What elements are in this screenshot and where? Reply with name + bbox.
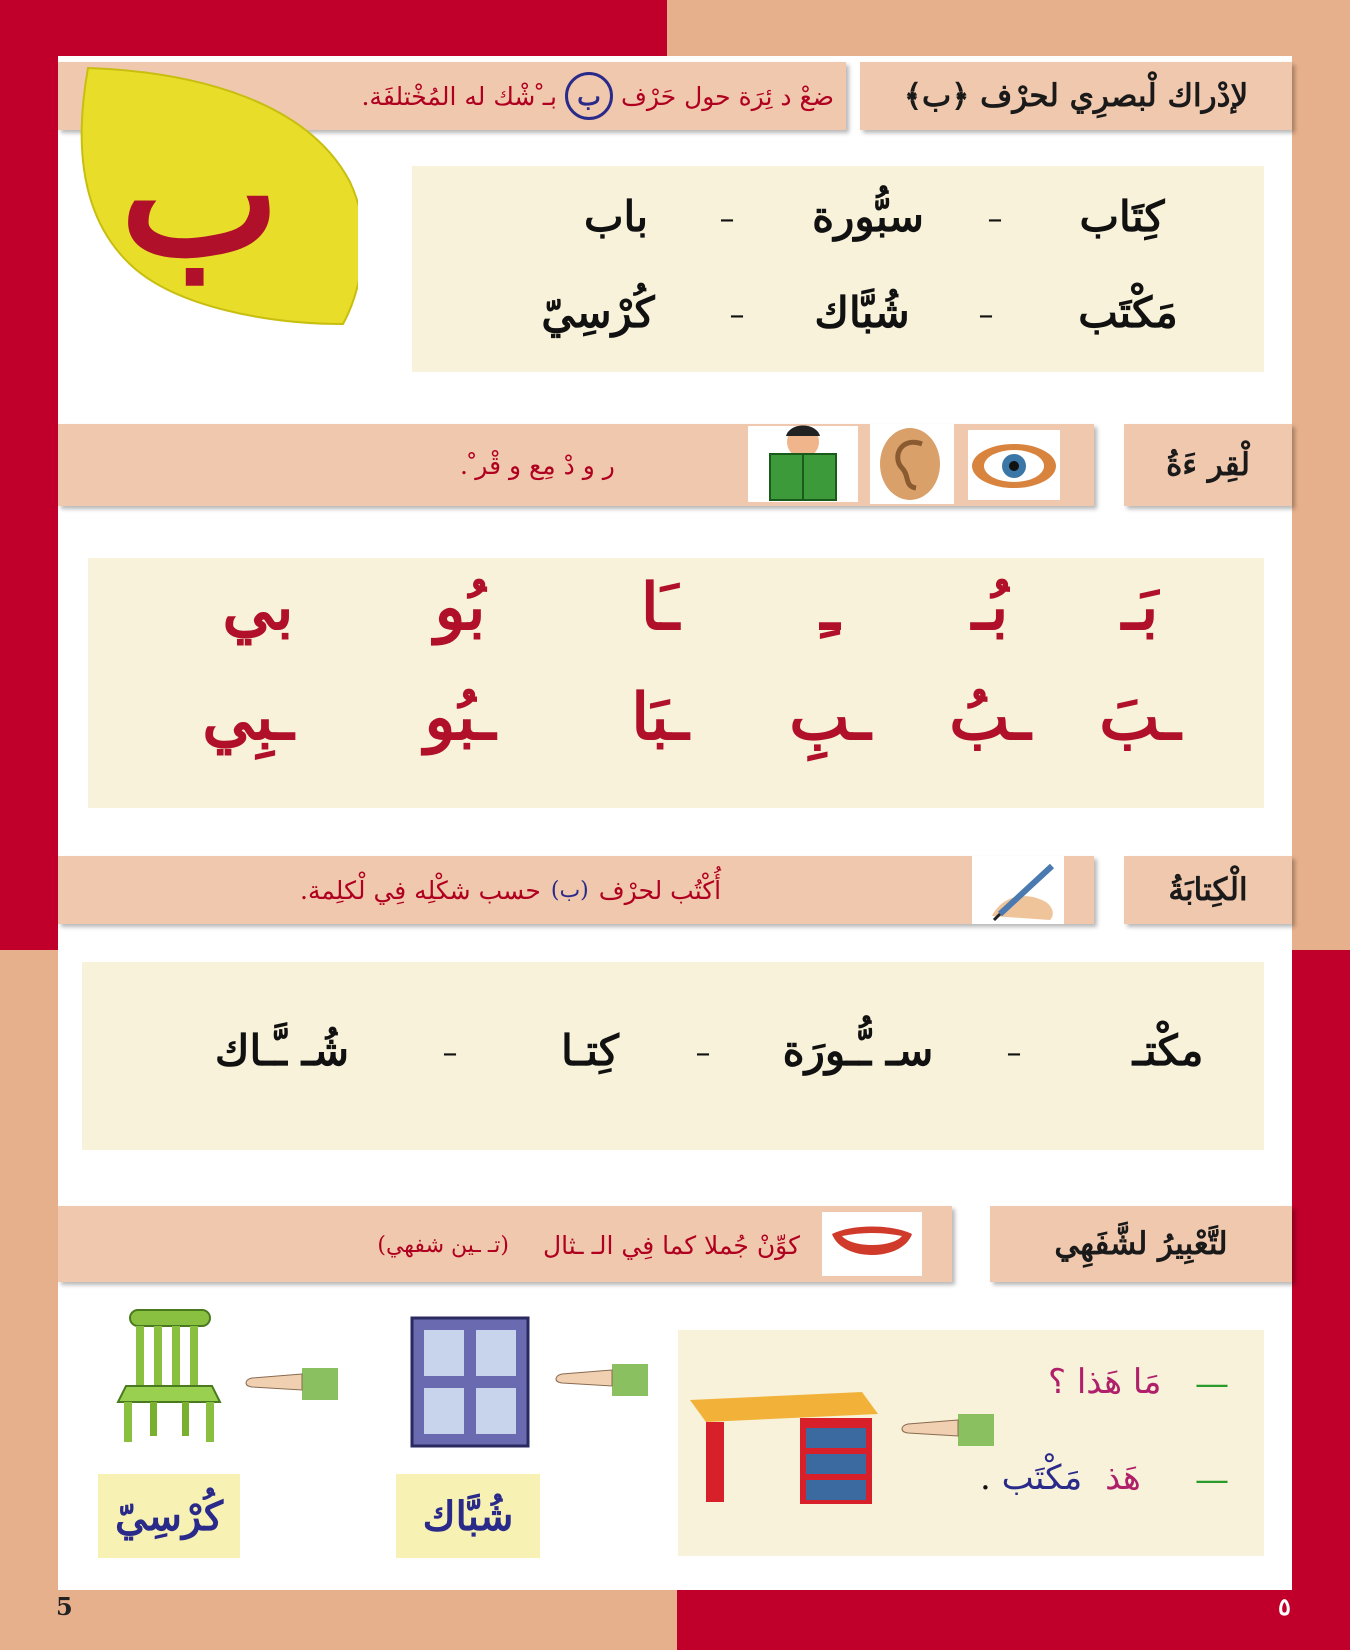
writing-instruction [300,862,940,918]
page-number-left: 5 [56,1592,73,1621]
word-dash: – [729,298,745,333]
word-dash: – [719,202,735,237]
eye-icon [968,430,1060,500]
dialogue-answer-end: . [980,1458,991,1498]
syllable: ـبَ [1099,680,1181,755]
word-sabbura: سبُّورة [812,192,924,241]
word-dash: – [442,1036,458,1071]
page-number-right: ٥ [1278,1592,1291,1621]
ear-icon [870,424,954,504]
dialogue-question: مَا هَذا ؟ [1048,1362,1162,1402]
syllable: ـَا [640,570,680,645]
writing-word: شُـ ـَّـاك [214,1026,350,1075]
writing-word: مكْتـ [1132,1026,1204,1075]
visual-section-title [860,62,1292,130]
bottom-left-tan-block [0,1590,677,1650]
pointing-hand-icon [896,1406,996,1454]
visual-instruction-after: بـ ْشْك له المُخْتلفَة. [361,81,557,111]
chair-caption: كُرْسِيّ [98,1474,240,1558]
writing-instruction-after: حسب شكْلِه فِي لْكلِمة. [300,875,541,905]
mouth-icon [822,1212,922,1276]
speaking-instruction-text [230,1220,800,1270]
dialogue-answer-word: مَكْتَب [1001,1458,1083,1498]
writing-word: سـ ـُّـورَة [782,1026,934,1075]
speaking-section-title [990,1206,1292,1282]
writing-word: كِتـا [561,1026,619,1075]
pencil-hand-icon [972,856,1064,924]
window-icon [408,1314,532,1450]
syllable: ـبِي [202,680,294,755]
reading-title-text: لْقِر ءَةُ [1166,447,1250,483]
pointing-hand-icon [240,1360,340,1408]
writing-instruction-before: أُكْتُب لحرْف [598,875,722,905]
visual-title-text: لإدْراك لْبصرِي لحرْف ﴿ب﴾ [903,78,1249,114]
word-dash: – [978,298,994,333]
writing-title-text: الْكِتابَةُ [1168,872,1248,908]
word-kursi: كُرْسِيّ [541,288,655,337]
dialogue-dash: — [1195,1364,1229,1404]
word-kitab: كِتَاب [1079,192,1165,241]
word-shubbak: شُبَّاك [814,288,910,337]
big-letter: ب [119,95,281,295]
visual-instruction-before: ضعْ د ئِرَة حول حَرْف [620,81,834,111]
syllable: بي [222,570,294,645]
syllable: بُـ [971,570,1009,645]
chair-icon [116,1306,226,1446]
writing-section-title [1124,856,1292,924]
dialogue-dash: — [1195,1460,1229,1500]
circled-letter [565,72,613,120]
word-dash: – [1006,1036,1022,1071]
syllable: ـبُو [424,680,496,755]
speaking-title-text: لتَّعْبِيرُ لشَّفَهِي [1054,1226,1228,1262]
syllable: ـبَا [631,680,689,755]
reading-child-icon [748,420,858,504]
word-maktab: مَكْتَب [1078,288,1178,337]
syllable: ـبُ [949,680,1031,755]
syllable: بُو [434,570,486,645]
pointing-hand-icon [550,1356,650,1404]
writing-instruction-letter: (ب) [550,877,589,903]
reading-instruction: ر و دْ مِع و قْر ْ. [460,450,615,480]
syllable: ـبِ [789,680,871,755]
window-caption: شُبَّاك [396,1474,540,1558]
speaking-note: (تـ ـين شفهي) [377,1232,509,1258]
syllable: بَـ [1121,570,1159,645]
dialogue-answer-prefix: هَذ [1105,1458,1141,1498]
word-dash: – [987,202,1003,237]
syllable: ـِ [820,570,840,645]
desk-icon [682,1370,882,1510]
dialogue-answer [980,1458,1141,1498]
circled-letter-text: ب [577,81,601,111]
word-dash: – [695,1036,711,1071]
speaking-instruction: كوِّنْ جُملا كما فِي الـ ـثال [542,1230,800,1260]
word-bab: باب [583,192,649,241]
reading-section-title [1124,424,1292,506]
